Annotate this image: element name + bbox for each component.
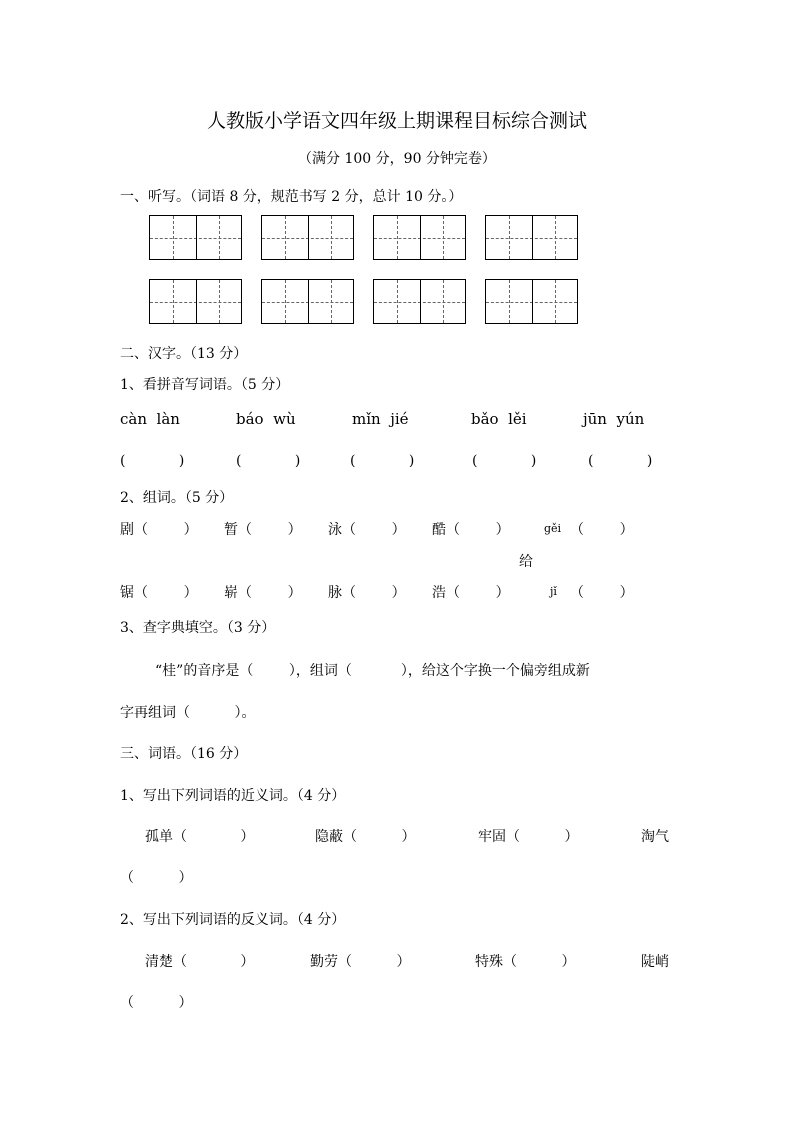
word-blank[interactable]: 酷（ ）	[432, 522, 510, 538]
synonym-item[interactable]: 孤单（ ）	[145, 829, 255, 845]
pinyin-hint: gěi	[544, 522, 562, 535]
answer-blank[interactable]: ( )	[588, 453, 653, 469]
antonym-item[interactable]: 勤劳（ ）	[310, 954, 411, 970]
synonym-item[interactable]: 隐蔽（ ）	[315, 829, 416, 845]
section1-heading: 一、听写。（词语 8 分，规范书写 2 分，总计 10 分。）	[120, 189, 463, 205]
dictation-box[interactable]	[373, 215, 466, 260]
word-blank[interactable]: 剧（ ）	[120, 522, 198, 538]
dictation-box[interactable]	[149, 279, 242, 324]
word-blank[interactable]: （ ）	[570, 522, 634, 538]
pinyin-item: báo wù	[236, 410, 296, 428]
dictation-box[interactable]	[373, 279, 466, 324]
antonym-item[interactable]: 特殊（ ）	[475, 954, 576, 970]
pinyin-item: bǎo lěi	[471, 410, 527, 428]
word-blank[interactable]: 暂（ ）	[224, 522, 302, 538]
dictation-box[interactable]	[261, 279, 354, 324]
page-subtitle: （满分 100 分，90 分钟完卷）	[298, 151, 496, 167]
section2-heading: 二、汉字。（13 分）	[120, 346, 248, 362]
synonym-item[interactable]: 牢固（ ）	[478, 829, 579, 845]
dictionary-line-2[interactable]: 字再组词（ ）。	[120, 705, 256, 721]
dictation-box[interactable]	[485, 215, 578, 260]
pinyin-hint: jǐ	[550, 585, 557, 598]
word-blank[interactable]: 泳（ ）	[328, 522, 406, 538]
q2-3-label: 3、查字典填空。（3 分）	[120, 620, 276, 636]
polyphone-char: 给	[519, 554, 533, 570]
answer-blank[interactable]: ( )	[236, 453, 301, 469]
q2-1-label: 1、看拼音写词语。（5 分）	[120, 377, 290, 393]
dictation-box[interactable]	[149, 215, 242, 260]
answer-blank[interactable]: ( )	[350, 453, 415, 469]
antonym-item[interactable]: 清楚（ ）	[145, 954, 255, 970]
answer-blank[interactable]: ( )	[472, 453, 537, 469]
q2-2-label: 2、组词。（5 分）	[120, 490, 234, 506]
synonym-blank[interactable]: （ ）	[120, 870, 193, 886]
pinyin-item: càn làn	[120, 410, 180, 428]
word-blank[interactable]: 脉（ ）	[328, 585, 406, 601]
pinyin-item: mǐn jié	[352, 410, 409, 428]
section3-heading: 三、词语。（16 分）	[120, 746, 248, 762]
dictation-box[interactable]	[261, 215, 354, 260]
q3-2-label: 2、写出下列词语的反义词。（4 分）	[120, 912, 346, 928]
word-blank[interactable]: 浩（ ）	[432, 585, 510, 601]
answer-blank[interactable]: ( )	[120, 453, 185, 469]
antonym-item: 陡峭	[641, 954, 669, 970]
word-blank[interactable]: 锯（ ）	[120, 585, 198, 601]
pinyin-item: jūn yún	[583, 410, 645, 428]
q3-1-label: 1、写出下列词语的近义词。（4 分）	[120, 788, 346, 804]
page-title: 人教版小学语文四年级上期课程目标综合测试	[206, 110, 587, 132]
antonym-blank[interactable]: （ ）	[120, 995, 193, 1011]
dictionary-line-1[interactable]: “桂”的音序是（ ），组词（ ），给这个字换一个偏旁组成新	[155, 663, 590, 679]
word-blank[interactable]: （ ）	[570, 585, 634, 601]
word-blank[interactable]: 崭（ ）	[224, 585, 302, 601]
synonym-item: 淘气	[641, 829, 669, 845]
dictation-box[interactable]	[485, 279, 578, 324]
